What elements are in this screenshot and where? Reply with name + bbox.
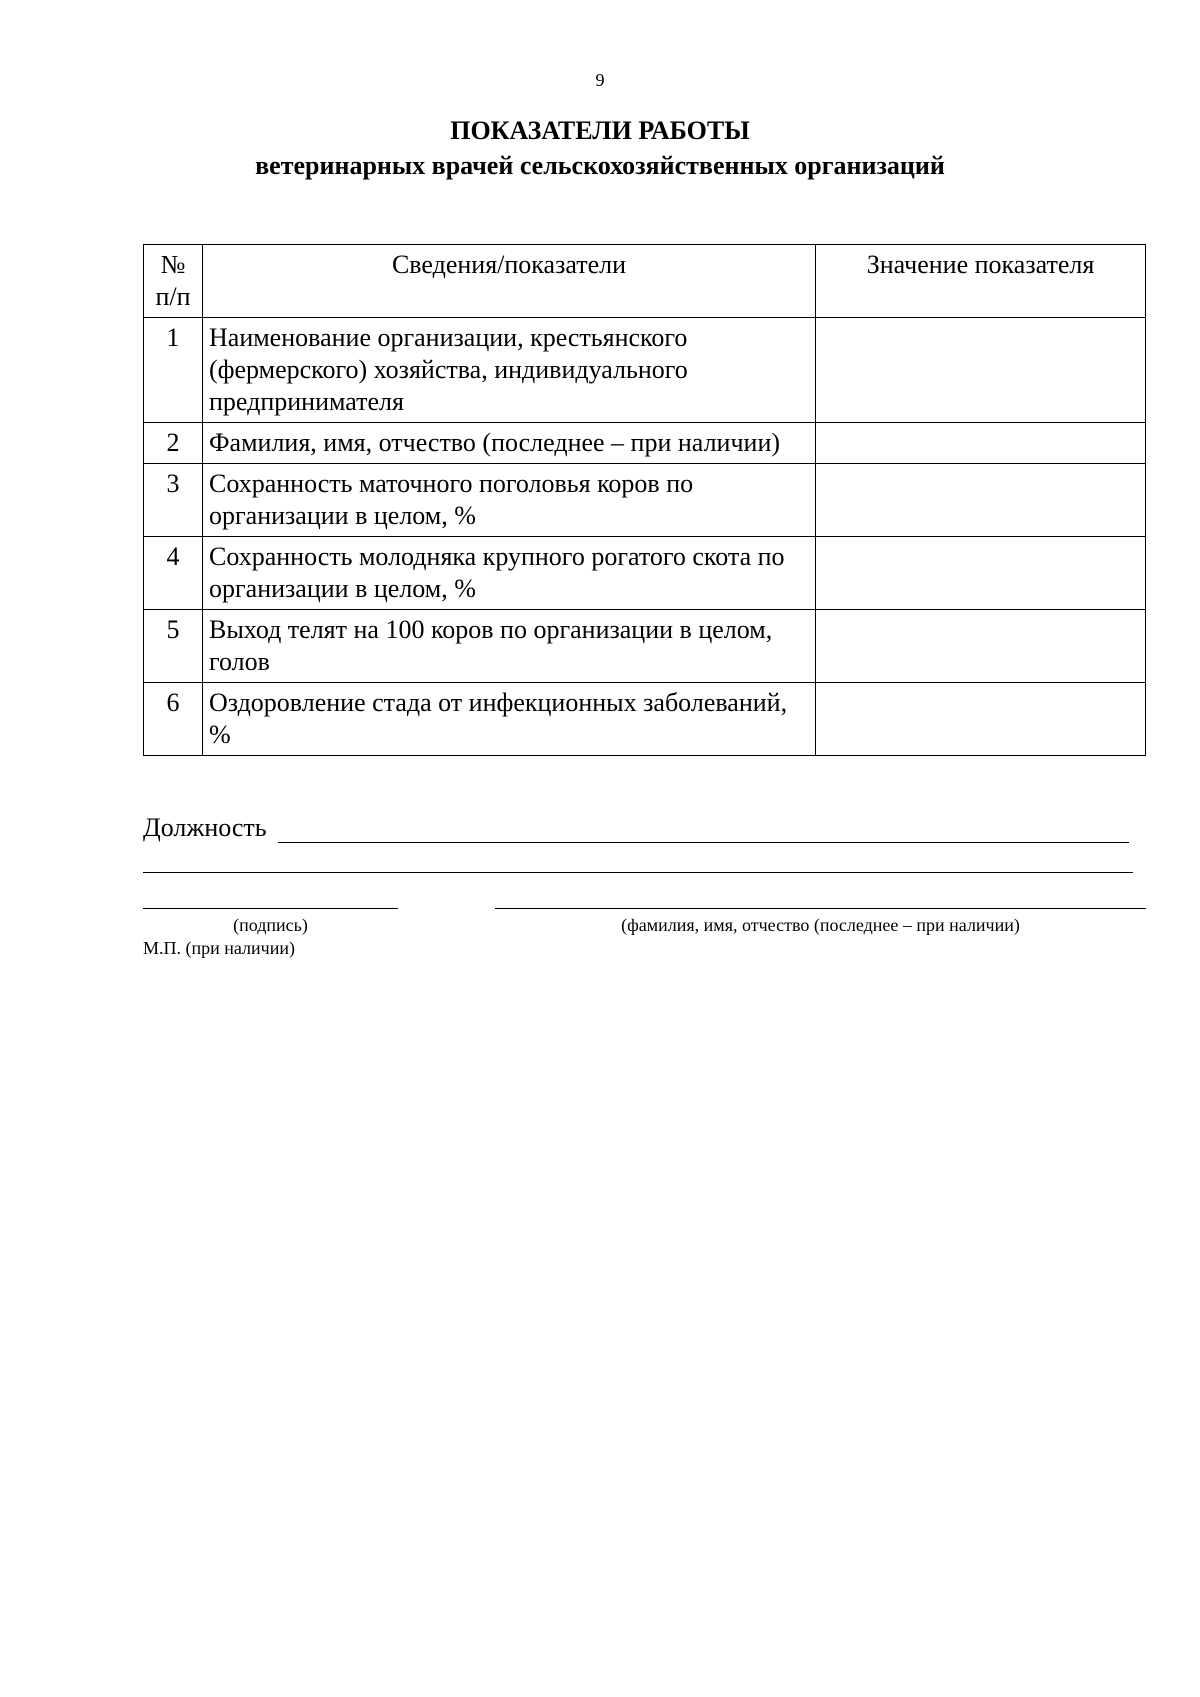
table-row bbox=[144, 464, 1146, 537]
table-row bbox=[144, 537, 1146, 610]
header-indicators: Сведения/показатели bbox=[203, 245, 816, 318]
row-indicator: Выход телят на 100 коров по организации в целом, голов bbox=[203, 610, 816, 683]
row-value-cell[interactable] bbox=[816, 464, 1146, 537]
row-value-cell[interactable] bbox=[816, 537, 1146, 610]
signature-field-line[interactable] bbox=[143, 908, 398, 909]
position-row bbox=[143, 810, 1146, 846]
row-indicator: Сохранность маточного поголовья коров по организации в целом, % bbox=[203, 464, 816, 537]
header-number: № п/п bbox=[144, 245, 203, 318]
full-name-field-line[interactable] bbox=[495, 908, 1146, 909]
indicators-table bbox=[143, 244, 1146, 756]
page-number: 9 bbox=[595, 70, 605, 90]
table-row bbox=[144, 610, 1146, 683]
stamp-label: М.П. (при наличии) bbox=[143, 938, 295, 958]
row-indicator: Сохранность молодняка крупного рогатого скота по организации в целом, % bbox=[203, 537, 816, 610]
row-number: 5 bbox=[144, 610, 203, 683]
position-label: Должность bbox=[143, 813, 267, 842]
document-subtitle: ветеринарных врачей сельскохозяйственных организаций bbox=[255, 151, 945, 180]
row-number: 6 bbox=[144, 683, 203, 756]
row-value-cell[interactable] bbox=[816, 610, 1146, 683]
row-number: 3 bbox=[144, 464, 203, 537]
table-row bbox=[144, 423, 1146, 464]
row-value-cell[interactable] bbox=[816, 683, 1146, 756]
row-number: 4 bbox=[144, 537, 203, 610]
row-indicator: Фамилия, имя, отчество (последнее – при наличии) bbox=[203, 423, 816, 464]
document-title: ПОКАЗАТЕЛИ РАБОТЫ bbox=[450, 116, 750, 145]
row-indicator: Наименование организации, крестьянского (фермерского) хозяйства, индивидуального предпринимателя bbox=[203, 318, 816, 423]
position-field-line[interactable] bbox=[278, 842, 1129, 843]
header-value: Значение показателя bbox=[816, 245, 1146, 318]
table-row bbox=[144, 318, 1146, 423]
row-value-cell[interactable] bbox=[816, 318, 1146, 423]
row-indicator: Оздоровление стада от инфекционных заболеваний, % bbox=[203, 683, 816, 756]
signature-caption: (подпись) bbox=[233, 915, 308, 935]
row-number: 2 bbox=[144, 423, 203, 464]
full-name-caption: (фамилия, имя, отчество (последнее – при наличии) bbox=[621, 915, 1020, 935]
position-field-line-2[interactable] bbox=[143, 872, 1133, 873]
row-value-cell[interactable] bbox=[816, 423, 1146, 464]
table-header-row bbox=[144, 245, 1146, 318]
table-row bbox=[144, 683, 1146, 756]
row-number: 1 bbox=[144, 318, 203, 423]
